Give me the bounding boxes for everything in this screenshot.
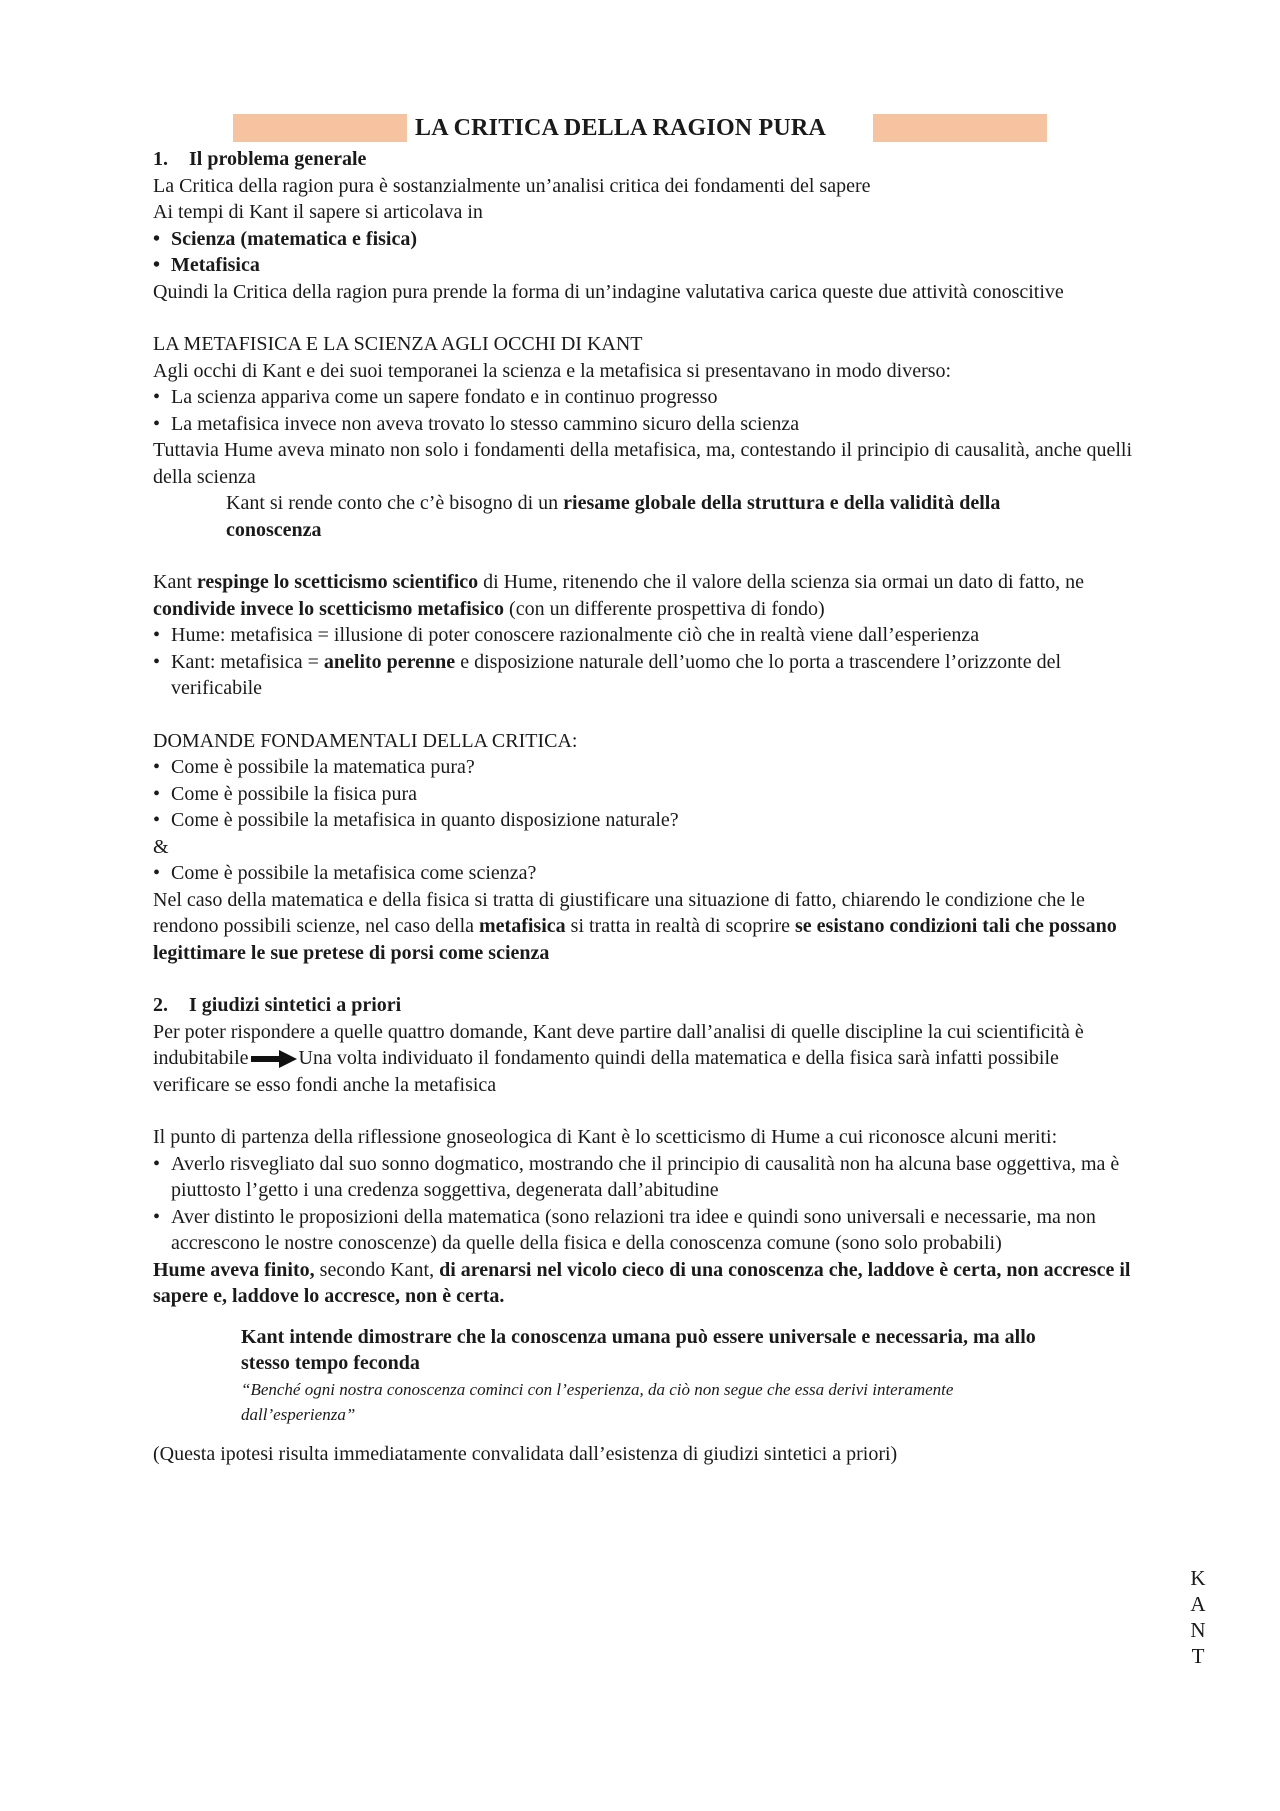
section-1-number: 1. [153,148,168,170]
list-item: • Come è possibile la matematica pura? [153,754,1133,781]
closing-note: (Questa ipotesi risulta immediatamente convalidata dall’esistenza di giudizi sintetici a priori) [153,1442,898,1465]
statement-text: Kant si rende conto che c’è bisogno di un [226,492,564,514]
text-run: di Hume, ritenendo che il valore della scienza sia ormai un dato di fatto, ne [478,571,1085,593]
metafisica-list [153,384,1133,437]
domande-list [153,754,1133,834]
title-highlight-right [873,114,1047,142]
bold-run: metafisica [479,915,566,937]
section-2-list [153,1151,1133,1257]
statement-bold: riesame globale della struttura e della validità della conoscenza [226,492,1001,541]
text-run: Nel caso della matematica e della fisica si tratta di giustificare una situazione di fatto, chiarendo le condizione che le rendono possibili scienze, nel caso della [153,888,1085,937]
list-item: • Averlo risvegliato dal suo sonno dogmatico, mostrando che il principio di causalità non ha alcuna base oggettiva, ma è piuttosto l’getto i una credenza soggettiva, degenerata dall’abitudine [153,1151,1133,1204]
side-letter: A [1190,1592,1206,1616]
section-2-number: 2. [153,994,168,1016]
section-2-heading [153,992,1133,1019]
metafisica-hume: Tuttavia Hume aveva minato non solo i fondamenti della metafisica, ma, contestando il principio di causalità, anche quelli della scienza [153,439,1132,488]
text-run: Kant [153,571,197,593]
kant-thesis: Kant intende dimostrare che la conoscenza umana può essere universale e necessaria, ma allo stesso tempo feconda [241,1325,1036,1374]
side-letter: T [1191,1644,1205,1668]
bold-run: condivide invece lo scetticismo metafisico [153,597,505,620]
text-run: Per poter rispondere a quelle quattro domande, Kant deve partire dall’analisi di quelle discipline la cui scientificità è indubitabile [153,1020,1084,1069]
metafisica-intro: Agli occhi di Kant e dei suoi temporanei la scienza e la metafisica si presentavano in modo diverso: [153,359,952,382]
domande-heading: DOMANDE FONDAMENTALI DELLA CRITICA: [153,729,578,752]
list-item [153,649,1133,702]
list-item: • Scienza (matematica e fisica) [153,226,1133,253]
spacer [153,702,1133,728]
spacer [153,1427,1133,1441]
list-item: • La metafisica invece non aveva trovato lo stesso cammino sicuro della scienza [153,411,1133,438]
bold-run: di arenarsi nel vicolo cieco di una conoscenza che, laddove è certa, non accresce il sapere e, laddove lo accresce, non è certa. [153,1258,1131,1307]
title-highlight-left [233,114,407,142]
spacer [153,1310,1133,1324]
section-2-paragraph-2: Il punto di partenza della riflessione gnoseologica di Kant è lo scetticismo di Hume a cui riconosce alcuni meriti: [153,1126,1058,1148]
kant-quote: “Benché ogni nostra conoscenza cominci con l’esperienza, da ciò non segue che essa derivi interamente dall’esperienza” [241,1379,954,1424]
bold-run: respinge lo scetticismo scientifico [196,571,479,593]
list-item: • Come è possibile la metafisica in quanto disposizione naturale? [153,807,1133,834]
list-item: • Metafisica [153,252,1133,279]
text-run: secondo Kant, [314,1258,440,1281]
section-1-paragraph-3: Quindi la Critica della ragion pura prende la forma di un’indagine valutativa carica queste due attività conoscitive [153,280,1064,303]
scetticismo-paragraph [153,569,1133,622]
page-title: LA CRITICA DELLA RAGION PURA [415,115,826,141]
text-run: si tratta in realtà di scoprire [565,915,796,937]
spacer [153,1098,1133,1124]
text-run: (con un differente prospettiva di fondo) [504,597,825,620]
text-run: e disposizione naturale dell’uomo che lo porta a trascendere l’orizzonte del verificabile [171,650,1062,699]
spacer [153,543,1133,569]
scetticismo-list [153,622,1133,702]
metafisica-kant-statement [226,490,1086,543]
metafisica-heading: LA METAFISICA E LA SCIENZA AGLI OCCHI DI KANT [153,333,643,355]
arrow-right-icon [251,1050,297,1068]
hume-conclusion [153,1257,1133,1310]
list-item: • Come è possibile la fisica pura [153,781,1133,808]
side-letter: K [1190,1566,1206,1590]
section-1-title: Il problema generale [189,148,367,170]
text-run: Kant: metafisica = [171,650,324,673]
section-1-paragraph-1: La Critica della ragion pura è sostanzialmente un’analisi critica dei fondamenti del sapere [153,174,871,197]
list-item: • La scienza appariva come un sapere fondato e in continuo progresso [153,384,1133,411]
text-run: Una volta individuato il fondamento quindi della matematica e della fisica sarà infatti possibile verificare se esso fondi anche la metafisica [153,1047,1059,1096]
list-item: • Hume: metafisica = illusione di poter conoscere razionalmente ciò che in realtà viene dall’esperienza [153,622,1133,649]
bold-run: anelito perenne [323,650,456,673]
domande-list-2 [153,860,1133,887]
section-1-list [153,226,1133,279]
side-letter: N [1190,1618,1206,1642]
title-row [153,110,1133,140]
side-label [1188,1565,1208,1669]
document-body [153,146,1133,1467]
section-2-paragraph-1 [153,1019,1133,1099]
bold-run: se esistano condizioni tali che possano legittimare le sue pretese di porsi come scienza [153,915,1117,964]
section-2-title: I giudizi sintetici a priori [189,994,402,1016]
spacer [153,966,1133,992]
section-1-heading [153,146,1133,173]
domande-paragraph [153,887,1133,967]
spacer [153,305,1133,331]
list-item: • Come è possibile la metafisica come scienza? [153,860,1133,887]
section-1-paragraph-2: Ai tempi di Kant il sapere si articolava in [153,201,483,223]
bold-run: Hume aveva finito, [153,1258,315,1281]
ampersand: & [153,835,169,858]
list-item: • Aver distinto le proposizioni della matematica (sono relazioni tra idee e quindi sono universali e necessarie, ma non accrescono le nostre conoscenze) da quelle della fisica e della conoscenza comune (sono solo probabili) [153,1204,1133,1257]
